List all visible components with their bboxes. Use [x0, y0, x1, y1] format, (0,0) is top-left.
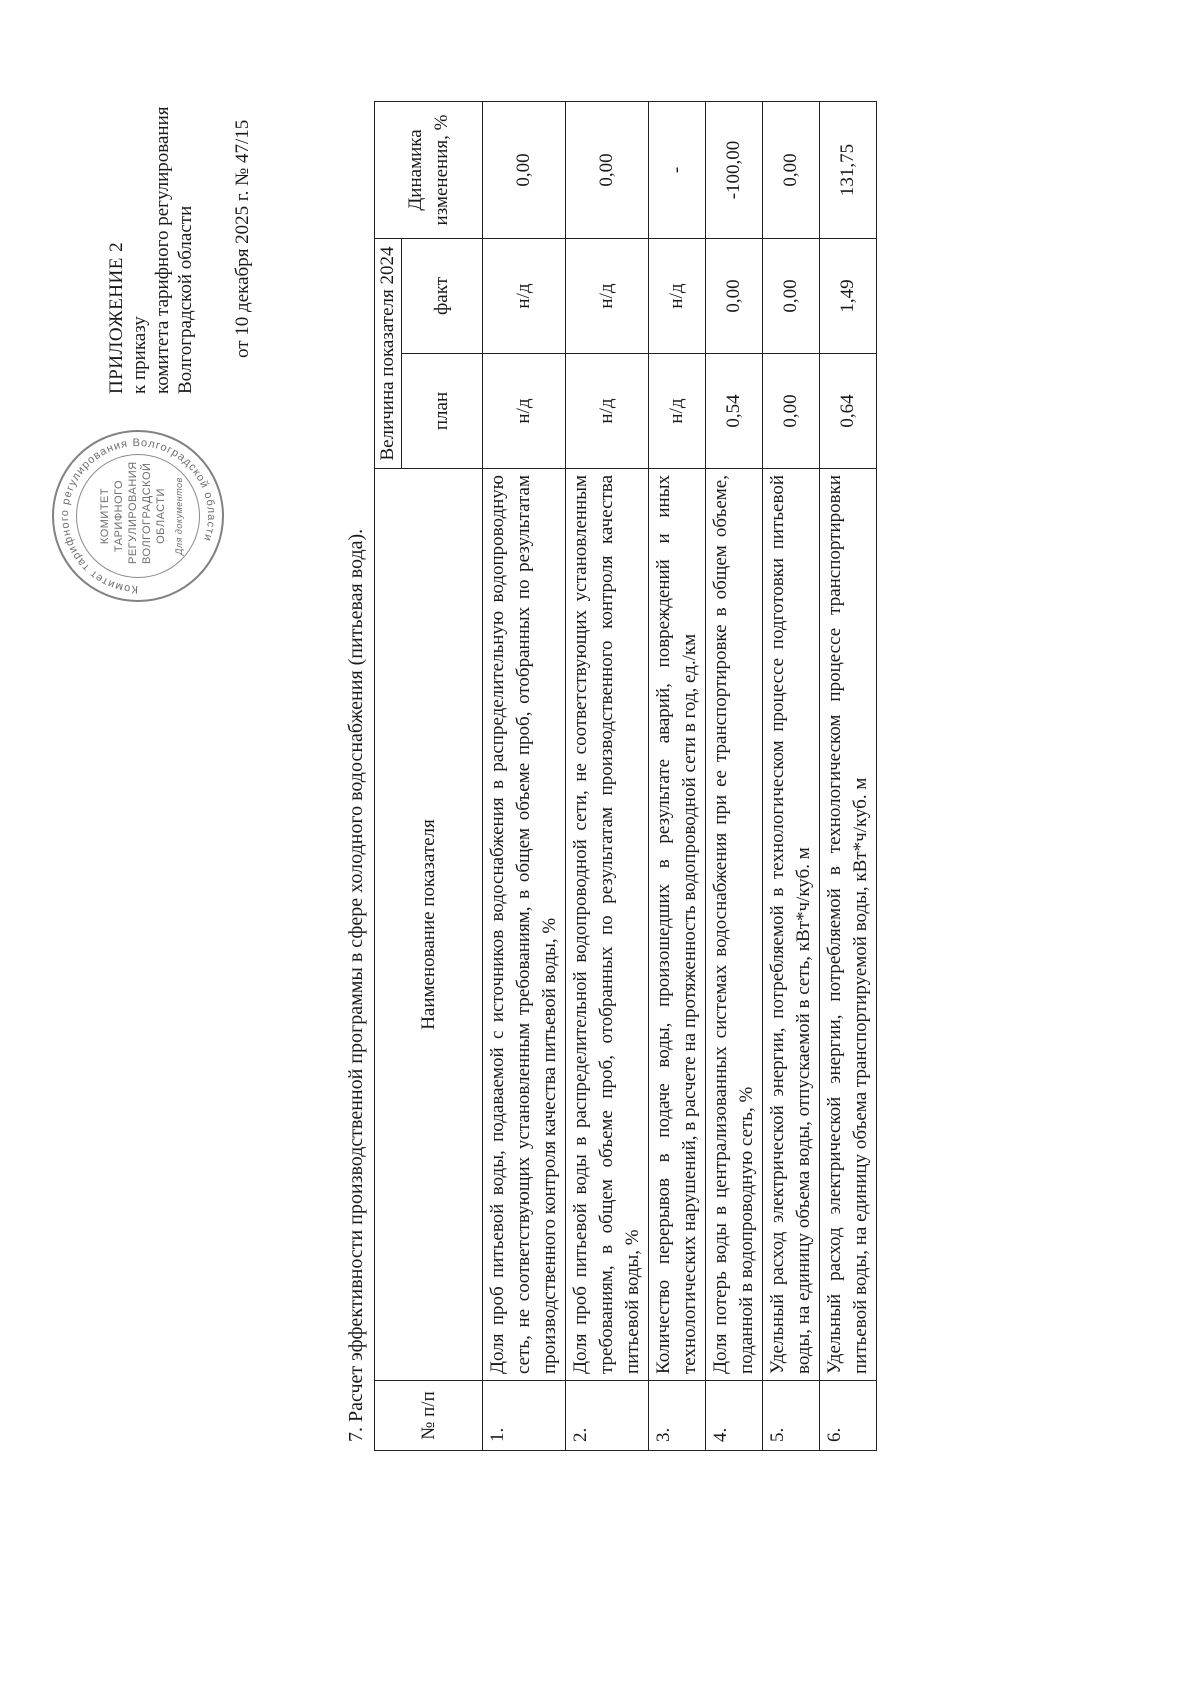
appendix-date: от 10 декабря 2025 г. № 47/15: [232, 119, 253, 358]
row-num: 2.: [566, 1381, 649, 1451]
row-name: Доля потерь воды в централизованных системах водоснабжения при ее транспортировке в общем объеме, поданной в водопроводную сеть, %: [706, 469, 763, 1381]
header-num: № п/п: [375, 1381, 483, 1451]
table-row: [566, 102, 649, 1451]
row-dynamics: 0,00: [566, 102, 649, 239]
stamp-bottom-text: Для документов: [174, 477, 184, 555]
row-fact: 1,49: [820, 239, 877, 354]
table-row: [763, 102, 820, 1451]
row-plan: н/д: [483, 354, 566, 469]
header-name: Наименование показателя: [375, 469, 483, 1381]
row-dynamics: 0,00: [483, 102, 566, 239]
row-num: 6.: [820, 1381, 877, 1451]
appendix-committee-line: комитета тарифного регулирования: [152, 106, 173, 394]
stamp-center-line: ВОЛГОГРАДСКОЙ: [141, 462, 153, 564]
row-name: Количество перерывов в подаче воды, произошедших в результате аварий, повреждений и иных технологических нарушений, в расчете на протяженность водопроводной сети в год, ед./км: [649, 469, 706, 1381]
header-fact: факт: [402, 239, 483, 354]
header-group: Величина показателя 2024: [375, 239, 402, 469]
row-fact: н/д: [649, 239, 706, 354]
row-dynamics: -100,00: [706, 102, 763, 239]
appendix-region-line: Волгоградской области: [175, 205, 196, 394]
row-plan: н/д: [566, 354, 649, 469]
row-num: 5.: [763, 1381, 820, 1451]
efficiency-table: [374, 101, 877, 1451]
row-dynamics: -: [649, 102, 706, 239]
row-name: Удельный расход электрической энергии, потребляемой в технологическом процессе подготовки питьевой воды, на единицу объема воды, отпускаемой в сеть, кВт*ч/куб. м: [763, 469, 820, 1381]
table-row: [649, 102, 706, 1451]
row-plan: 0,00: [763, 354, 820, 469]
row-num: 1.: [483, 1381, 566, 1451]
row-fact: н/д: [566, 239, 649, 354]
row-plan: н/д: [649, 354, 706, 469]
table-row: [820, 102, 877, 1451]
row-num: 3.: [649, 1381, 706, 1451]
row-dynamics: 131,75: [820, 102, 877, 239]
appendix-header: [105, 106, 254, 394]
stamp-center-text: [98, 461, 186, 564]
row-name: Доля проб питьевой воды, подаваемой с источников водоснабжения в распределительную водопроводную сеть, не соответствующих установленным требованиям, в общем объеме проб, отобранных по результатам производственного контроля качества питьевой воды, %: [483, 469, 566, 1381]
table-row: [483, 102, 566, 1451]
stamp-center-line: ТАРИФНОГО: [113, 479, 125, 553]
header-plan: план: [402, 354, 483, 469]
stamp-center-line: РЕГУЛИРОВАНИЯ: [127, 461, 139, 564]
appendix-title: ПРИЛОЖЕНИЕ 2: [106, 241, 127, 394]
stamp-center-line: КОМИТЕТ: [99, 487, 111, 545]
row-plan: 0,64: [820, 354, 877, 469]
table-header-row: [375, 102, 402, 1451]
table-caption: 7. Расчет эффективности производственной программы в сфере холодного водоснабжения (питьевая вода).: [345, 528, 367, 1442]
stamp-ring-text: Комитет тарифного регулирования Волгоградской области: [58, 436, 218, 596]
row-name: Удельный расход электрической энергии, потребляемой в технологическом процессе транспортировки питьевой воды, на единицу объема транспортируемой воды, кВт*ч/куб. м: [820, 469, 877, 1381]
stamp-center-line: ОБЛАСТИ: [155, 488, 167, 544]
header-dynamics: Динамика изменения, %: [375, 102, 483, 239]
table-row: [706, 102, 763, 1451]
row-fact: н/д: [483, 239, 566, 354]
row-fact: 0,00: [763, 239, 820, 354]
row-num: 4.: [706, 1381, 763, 1451]
row-dynamics: 0,00: [763, 102, 820, 239]
row-name: Доля проб питьевой воды в распределительной водопроводной сети, не соответствующих установленным требованиям, в общем объеме проб, отобранных по результатам производственного контроля качества питьевой воды, %: [566, 469, 649, 1381]
official-stamp: [52, 430, 224, 602]
row-fact: 0,00: [706, 239, 763, 354]
row-plan: 0,54: [706, 354, 763, 469]
appendix-order-line: к приказу: [129, 316, 150, 394]
